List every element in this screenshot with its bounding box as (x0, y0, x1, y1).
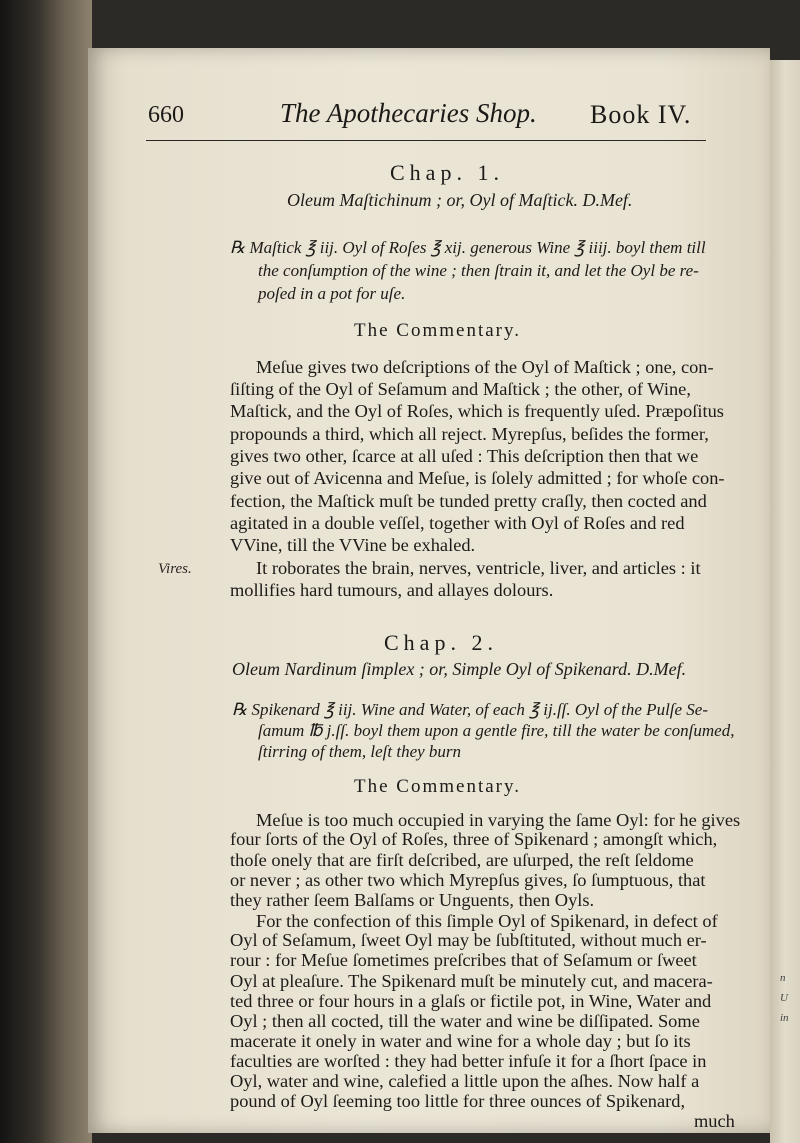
commentary-line: faculties are worſted : they had better infuſe it for a ſhort ſpace in (230, 1051, 707, 1072)
recipe-line: ℞ Maſtick ℥ iij. Oyl of Roſes ℥ xij. generous Wine ℥ iiij. boyl them till (230, 238, 706, 257)
facing-page-fragment: n (780, 972, 786, 984)
chapter-title: Oleum Maſtichinum ; or, Oyl of Maſtick. D.Mef. (287, 190, 633, 210)
book-gutter-left (0, 0, 92, 1143)
catchword: much (694, 1111, 735, 1131)
page-number: 660 (148, 102, 184, 128)
recipe-line: poſed in a pot for uſe. (258, 284, 406, 303)
recipe-line: ℞ Spikenard ℥ iij. Wine and Water, of each ℥ ij.ſſ. Oyl of the Pulſe Se- (232, 700, 709, 720)
commentary-line: gives two other, ſcarce at all uſed : This deſcription then that we (230, 446, 699, 466)
facing-page-fragment: in (780, 1012, 789, 1024)
commentary-line: For the confection of this ſimple Oyl of Spikenard, in defect of (256, 910, 718, 931)
commentary-line: thoſe onely that are firſt deſcribed, are uſurped, the reſt ſeldome (230, 850, 694, 871)
commentary-line: rour : for Meſue ſometimes preſcribes that of Seſamum or ſweet (230, 950, 697, 971)
commentary-line: mollifies hard tumours, and allayes dolours. (230, 580, 554, 600)
chapter-heading: Chap. 2. (384, 629, 498, 655)
commentary-line: pound of Oyl ſeeming too little for three ounces of Spikenard, (230, 1091, 686, 1112)
commentary-line: Meſue is too much occupied in varying the ſame Oyl: for he gives (256, 809, 741, 830)
commentary-line: four ſorts of the Oyl of Roſes, three of Spikenard ; amongſt which, (230, 829, 718, 850)
commentary-line: VVine, till the VVine be exhaled. (230, 535, 476, 555)
chapter-heading: Chap. 1. (390, 160, 504, 185)
recipe-line: ſamum ℔ j.ſſ. boyl them upon a gentle fire, till the water be conſumed, (258, 721, 735, 741)
book-label: Book IV. (590, 100, 692, 129)
recipe-line: the conſumption of the wine ; then ſtrain it, and let the Oyl be re- (258, 261, 699, 280)
commentary-line: ſiſting of the Oyl of Seſamum and Maſtick ; the other, of Wine, (230, 379, 691, 399)
commentary-line: agitated in a double veſſel, together with Oyl of Roſes and red (230, 513, 685, 533)
commentary-line: Meſue gives two deſcriptions of the Oyl of Maſtick ; one, con- (256, 357, 714, 377)
commentary-line: fection, the Maſtick muſt be tunded pretty craſly, then cocted and (230, 491, 707, 511)
commentary-line: propounds a third, which all reject. Myrepſus, beſides the former, (230, 424, 709, 444)
recipe-line: ſtirring of them, leſt they burn (258, 741, 462, 761)
commentary-line: macerate it onely in water and wine for a whole day ; but ſo its (230, 1030, 691, 1051)
commentary-line: they rather ſeem Balſams or Unguents, then Oyls. (230, 889, 595, 910)
commentary-line: Oyl, water and wine, calefied a little upon the aſhes. Now half a (230, 1071, 700, 1092)
margin-note: Vires. (158, 561, 192, 577)
commentary-line: Oyl at pleaſure. The Spikenard muſt be minutely cut, and macera- (230, 971, 713, 992)
commentary-line: or never ; as other two which Myrepſus gives, ſo ſumptuous, that (230, 870, 706, 890)
commentary-line: give out of Avicenna and Meſue, is ſolely admitted ; for whoſe con- (230, 468, 725, 488)
running-head (148, 98, 708, 138)
header-rule (146, 140, 706, 141)
commentary-line: Maſtick, and the Oyl of Roſes, which is frequently uſed. Præpoſitus (230, 401, 724, 421)
commentary-line: ted three or four hours in a glaſs or fictile pot, in Wine, Water and (230, 990, 712, 1011)
chapter-title: Oleum Nardinum ſimplex ; or, Simple Oyl of Spikenard. D.Mef. (232, 658, 687, 679)
running-title: The Apothecaries Shop. (280, 98, 537, 128)
commentary-line: Oyl of Seſamum, ſweet Oyl may be ſubſtituted, without much er- (230, 930, 707, 951)
facing-page-fragment: U (780, 992, 788, 1004)
commentary-heading: The Commentary. (354, 776, 522, 798)
commentary-line: Oyl ; then all cocted, till the water and wine be diſſipated. Some (230, 1010, 700, 1031)
commentary-heading: The Commentary. (354, 320, 522, 341)
commentary-line: It roborates the brain, nerves, ventricle, liver, and articles : it (256, 558, 701, 578)
